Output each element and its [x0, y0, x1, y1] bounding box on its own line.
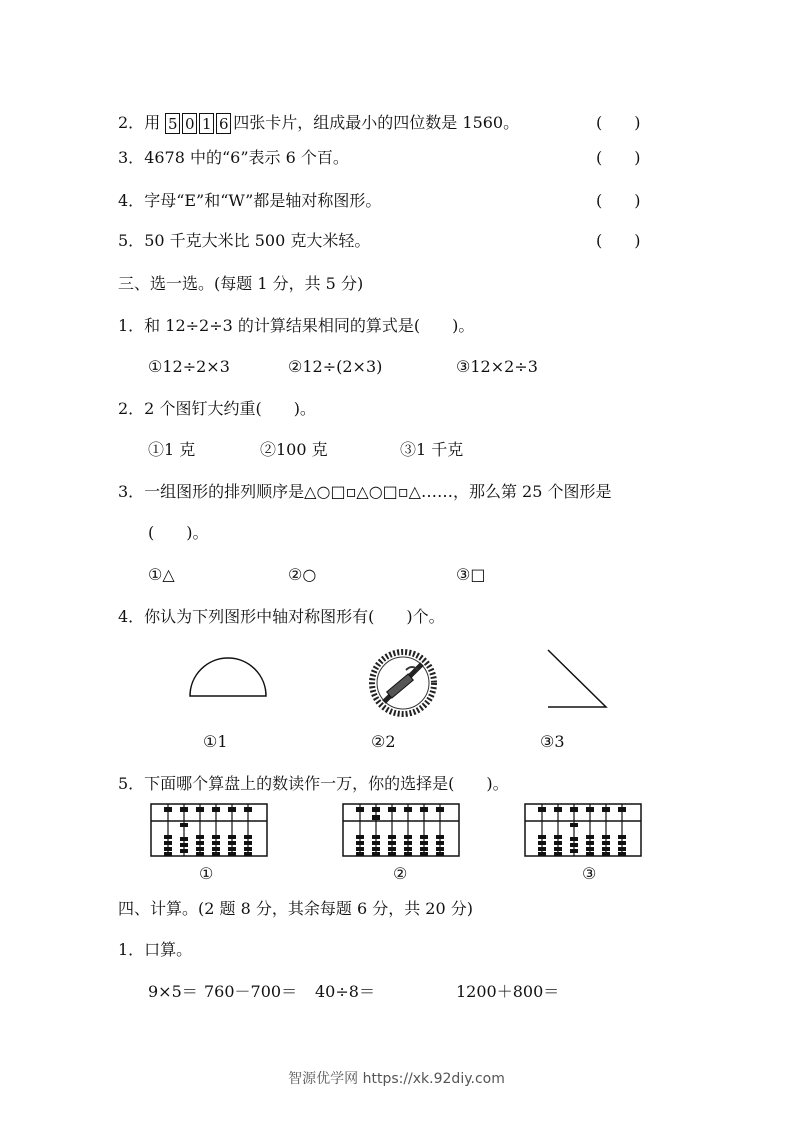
abacus-figure-2: [342, 803, 460, 857]
option-1[interactable]: ①12÷2×3: [148, 357, 230, 376]
abacus-figure-3: [524, 803, 642, 857]
abacus-label-3[interactable]: ③: [582, 864, 597, 883]
tf-text-post: 四张卡片，组成最小的四位数是 1560。: [233, 113, 520, 132]
option-1[interactable]: ①1 克: [148, 440, 196, 459]
digit-card: 6: [216, 113, 231, 134]
section-title: 四、计算。(2 题 8 分，其余每题 6 分，共 20 分): [118, 899, 473, 918]
question-1: 1．口算。: [118, 940, 193, 959]
option-3[interactable]: ③3: [540, 732, 565, 751]
answer-paren[interactable]: ( ): [596, 191, 641, 210]
tf-text: 4678 中的“6”表示 6 个百。: [144, 148, 349, 167]
tf-number: 2．: [118, 113, 145, 132]
tf-number: 4．: [118, 191, 145, 210]
question-2: 2．2 个图钉大约重( )。: [118, 399, 316, 418]
question-1: 1．和 12÷2÷3 的计算结果相同的算式是( )。: [118, 316, 475, 335]
tf-text: 字母“E”和“W”都是轴对称图形。: [144, 191, 382, 210]
question-5: 5．下面哪个算盘上的数读作一万，你的选择是( )。: [118, 774, 509, 793]
digit-card: 0: [182, 113, 197, 134]
calc-item[interactable]: 40÷8＝: [315, 982, 375, 1001]
calc-item[interactable]: 1200＋800＝: [456, 982, 560, 1001]
answer-paren[interactable]: ( ): [596, 231, 641, 250]
option-2[interactable]: ②100 克: [260, 440, 328, 459]
footer-watermark: 智源优学网 https://xk.92diy.com: [288, 1071, 505, 1087]
right-triangle-figure: [545, 648, 609, 710]
question-3: 3．一组图形的排列顺序是△○□▫△○□▫△……，那么第 25 个图形是: [118, 482, 612, 501]
tf-item-4: [118, 189, 381, 213]
calc-item[interactable]: 9×5＝: [148, 982, 198, 1001]
option-2[interactable]: ②12÷(2×3): [288, 357, 383, 376]
question-4: 4．你认为下列图形中轴对称图形有( )个。: [118, 607, 445, 626]
option-1[interactable]: ①1: [203, 732, 228, 751]
tf-item-3: [118, 146, 349, 170]
option-1[interactable]: ①△: [148, 565, 175, 584]
option-2[interactable]: ②○: [288, 565, 317, 584]
calc-item[interactable]: 760－700＝: [204, 982, 298, 1001]
option-2[interactable]: ②2: [371, 732, 396, 751]
semicircle-figure: [186, 655, 270, 699]
tf-text: 50 千克大米比 500 克大米轻。: [144, 231, 371, 250]
section-title: 三、选一选。(每题 1 分，共 5 分): [118, 274, 364, 293]
tf-number: 3．: [118, 148, 145, 167]
abacus-figure-1: [150, 803, 268, 857]
tf-item-5: [118, 229, 370, 253]
option-3[interactable]: ③12×2÷3: [456, 357, 538, 376]
tf-item-2: [118, 111, 519, 135]
abacus-label-1[interactable]: ①: [199, 864, 214, 883]
question-3-continuation: ( )。: [148, 523, 209, 542]
tf-number: 5．: [118, 231, 145, 250]
option-3[interactable]: ③1 千克: [400, 440, 464, 459]
answer-paren[interactable]: ( ): [596, 148, 641, 167]
no-smoking-sign-icon: [368, 648, 438, 718]
abacus-label-2[interactable]: ②: [393, 864, 408, 883]
tf-text-pre: 用: [144, 113, 161, 132]
digit-card: 5: [165, 113, 180, 134]
digit-card: 1: [199, 113, 214, 134]
answer-paren[interactable]: ( ): [596, 113, 641, 132]
option-3[interactable]: ③□: [456, 565, 486, 584]
